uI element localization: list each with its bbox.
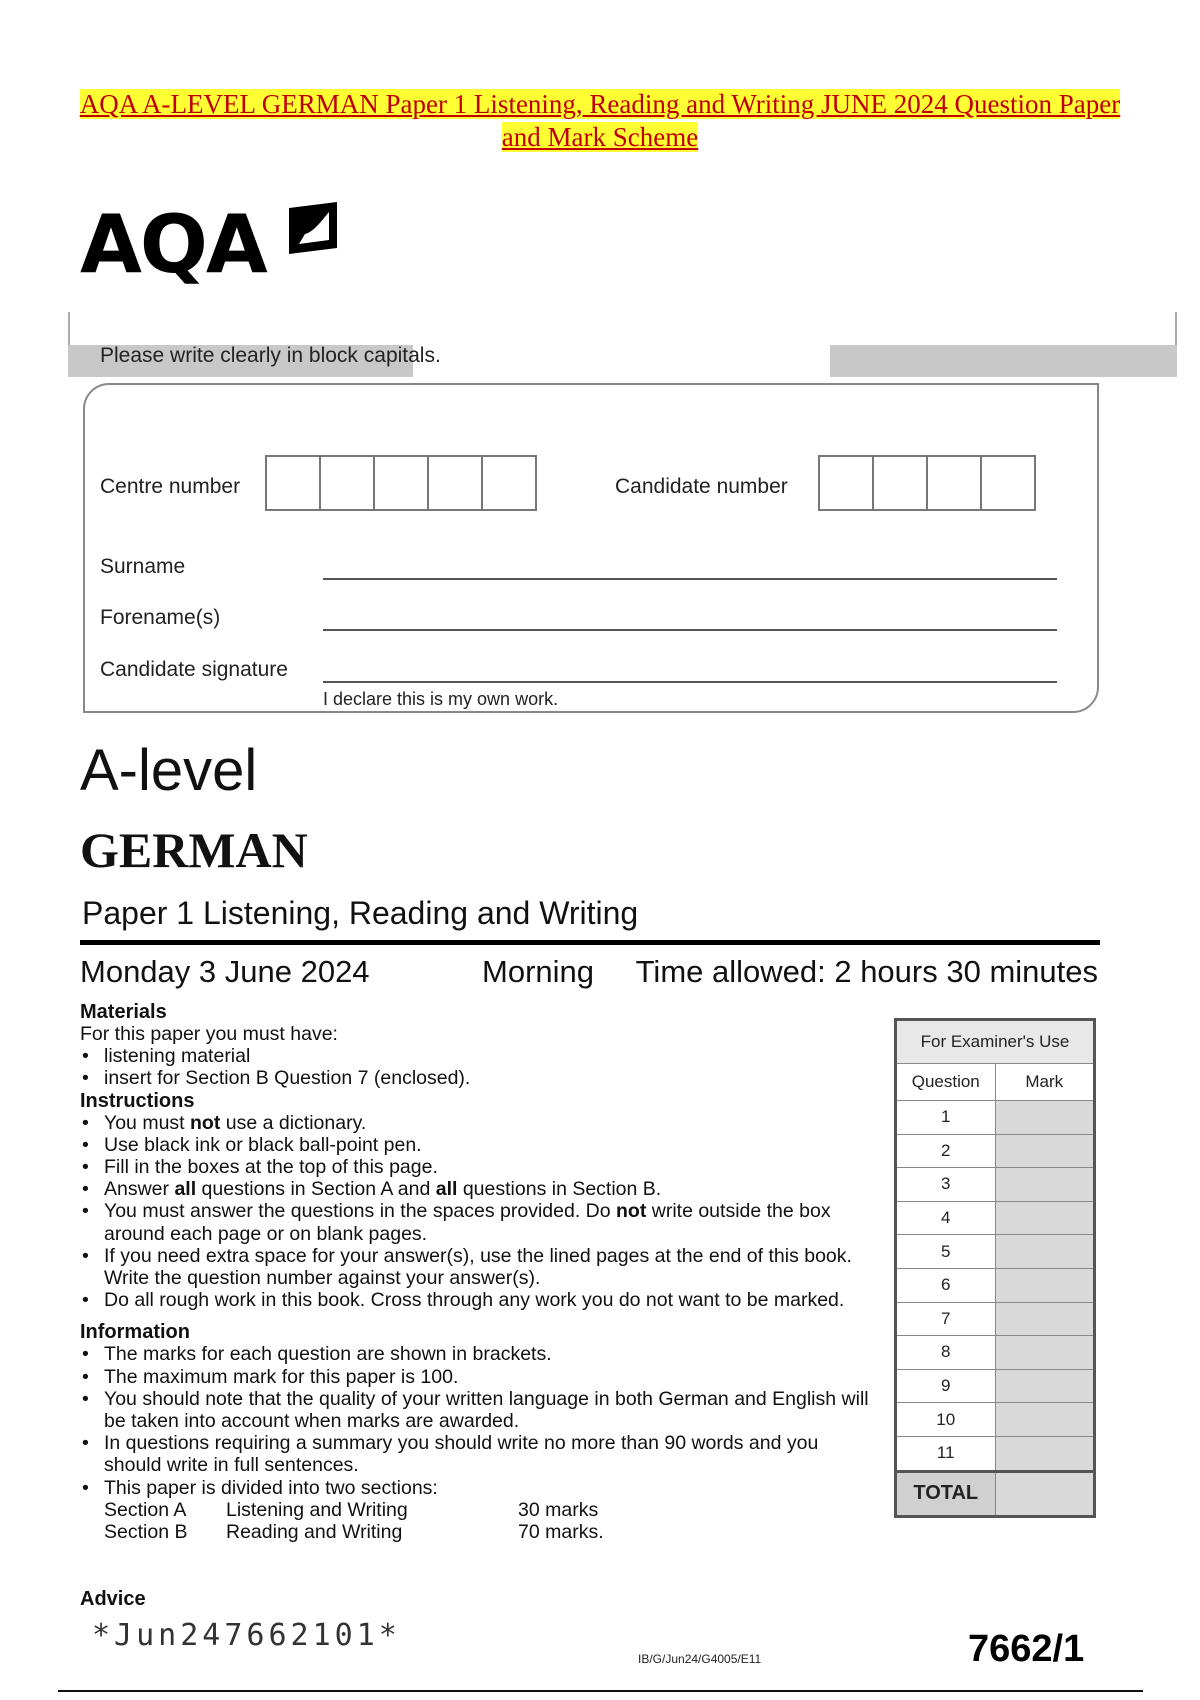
- question-number: 5: [896, 1235, 996, 1269]
- total-label: TOTAL: [896, 1471, 996, 1516]
- table-row: [896, 1369, 1095, 1403]
- surname-field[interactable]: [323, 578, 1057, 580]
- question-number: 10: [896, 1403, 996, 1437]
- signature-label: Candidate signature: [100, 658, 288, 681]
- declaration-text: I declare this is my own work.: [323, 689, 559, 709]
- candidate-number-label: Candidate number: [615, 475, 788, 498]
- question-number: 9: [896, 1369, 996, 1403]
- exam-date: Monday 3 June 2024: [80, 954, 370, 989]
- mark-cell: [995, 1403, 1095, 1437]
- mark-cell: [995, 1235, 1095, 1269]
- list-item: • You must not use a dictionary.: [80, 1112, 870, 1134]
- table-row: [896, 1436, 1095, 1471]
- strip-tick-left: [68, 312, 70, 346]
- table-row: [896, 1403, 1095, 1437]
- mark-cell: [995, 1369, 1095, 1403]
- mark-column-header: Mark: [995, 1064, 1095, 1101]
- table-row: [896, 1336, 1095, 1370]
- centre-number-digit[interactable]: [481, 455, 537, 511]
- list-item: • The marks for each question are shown in brackets.: [80, 1343, 870, 1365]
- list-item: • listening material: [80, 1045, 870, 1067]
- centre-number-digit[interactable]: [427, 455, 483, 511]
- section-row: Section A Listening and Writing 30 marks: [104, 1498, 599, 1521]
- table-row: [896, 1268, 1095, 1302]
- materials-heading: Materials: [80, 1001, 167, 1023]
- question-number: 3: [896, 1168, 996, 1202]
- table-row: [896, 1101, 1095, 1135]
- list-item: • If you need extra space for your answer(s), use the lined pages at the end of this book. Write the question number against your answer(s).: [80, 1245, 870, 1289]
- list-item: • Fill in the boxes at the top of this page.: [80, 1156, 870, 1178]
- instructions-list: [80, 1112, 870, 1312]
- list-item: • Answer all questions in Section A and all questions in Section B.: [80, 1178, 870, 1200]
- question-number: 1: [896, 1101, 996, 1135]
- examiner-table-title: For Examiner's Use: [896, 1020, 1095, 1064]
- total-mark-cell: [995, 1471, 1095, 1516]
- list-item: • In questions requiring a summary you should write no more than 90 words and you should write in full sentences.: [80, 1432, 870, 1476]
- header-strip-right: [830, 345, 1177, 377]
- list-item: • Use black ink or black ball-point pen.: [80, 1134, 870, 1156]
- surname-label: Surname: [100, 555, 186, 578]
- aqa-logo-icon: [285, 200, 341, 256]
- table-row: [896, 1134, 1095, 1168]
- exam-session: Morning: [482, 954, 594, 989]
- examiner-use-table: [894, 1018, 1096, 1518]
- candidate-number-boxes: [818, 455, 1034, 511]
- information-list: [80, 1343, 870, 1543]
- document-title: AQA A-LEVEL GERMAN Paper 1 Listening, Reading and Writing JUNE 2024 Question Paper and Mark Scheme: [79, 89, 1121, 152]
- table-row: [896, 1302, 1095, 1336]
- paper-code: 7662/1: [968, 1628, 1085, 1670]
- question-number: 6: [896, 1268, 996, 1302]
- strip-tick-right: [1175, 312, 1177, 346]
- advice-heading: Advice: [80, 1588, 146, 1610]
- centre-number-digit[interactable]: [319, 455, 375, 511]
- instructions-body: [80, 1001, 870, 1543]
- table-row: [896, 1168, 1095, 1202]
- list-item: • insert for Section B Question 7 (enclosed).: [80, 1067, 870, 1089]
- section-row: Section B Reading and Writing 70 marks.: [104, 1521, 604, 1544]
- centre-number-digit[interactable]: [373, 455, 429, 511]
- centre-number-boxes: [265, 455, 535, 511]
- question-number: 8: [896, 1336, 996, 1370]
- qualification-level: A-level: [80, 738, 258, 803]
- list-item: • Do all rough work in this book. Cross through any work you do not want to be marked.: [80, 1289, 870, 1311]
- instructions-heading: Instructions: [80, 1089, 195, 1112]
- question-number: 11: [896, 1436, 996, 1471]
- materials-intro: For this paper you must have:: [80, 1023, 338, 1045]
- table-row: [896, 1235, 1095, 1269]
- total-row: [896, 1471, 1095, 1516]
- centre-number-label: Centre number: [100, 475, 241, 498]
- list-item: • The maximum mark for this paper is 100.: [80, 1366, 870, 1388]
- footer-line: [58, 1690, 1143, 1692]
- question-number: 2: [896, 1134, 996, 1168]
- mark-cell: [995, 1201, 1095, 1235]
- mark-cell: [995, 1134, 1095, 1168]
- forenames-field[interactable]: [323, 629, 1057, 631]
- materials-list: [80, 1045, 870, 1089]
- subject-title: GERMAN: [80, 822, 308, 878]
- list-item: • You must answer the questions in the spaces provided. Do not write outside the box around each page or on blank pages.: [80, 1200, 870, 1244]
- document-title-banner: [60, 88, 1140, 154]
- information-heading: Information: [80, 1321, 190, 1344]
- aqa-logo-text: AQA: [80, 198, 266, 291]
- table-row: [896, 1201, 1095, 1235]
- heading-divider: [80, 940, 1100, 945]
- mark-cell: [995, 1436, 1095, 1471]
- forenames-label: Forename(s): [100, 606, 221, 629]
- centre-number-digit[interactable]: [265, 455, 321, 511]
- list-item: • This paper is divided into two sections: Section A Listening and Writing 30 marks Section B Reading and Writing 70 marks.: [80, 1477, 870, 1544]
- candidate-number-digit[interactable]: [818, 455, 874, 511]
- document-reference: IB/G/Jun24/G4005/E11: [638, 1652, 762, 1666]
- time-allowed: Time allowed: 2 hours 30 minutes: [635, 954, 1098, 989]
- question-number: 4: [896, 1201, 996, 1235]
- paper-title: Paper 1 Listening, Reading and Writing: [82, 895, 639, 931]
- candidate-number-digit[interactable]: [980, 455, 1036, 511]
- barcode-text: *Jun247662101*: [92, 1618, 401, 1653]
- mark-cell: [995, 1168, 1095, 1202]
- mark-cell: [995, 1302, 1095, 1336]
- candidate-number-digit[interactable]: [926, 455, 982, 511]
- list-item: • You should note that the quality of your written language in both German and English will be taken into account when marks are awarded.: [80, 1388, 870, 1432]
- mark-cell: [995, 1268, 1095, 1302]
- mark-cell: [995, 1336, 1095, 1370]
- signature-field[interactable]: [323, 681, 1057, 683]
- mark-cell: [995, 1101, 1095, 1135]
- question-number: 7: [896, 1302, 996, 1336]
- block-capitals-note: Please write clearly in block capitals.: [100, 344, 441, 367]
- question-column-header: Question: [896, 1064, 996, 1101]
- candidate-number-digit[interactable]: [872, 455, 928, 511]
